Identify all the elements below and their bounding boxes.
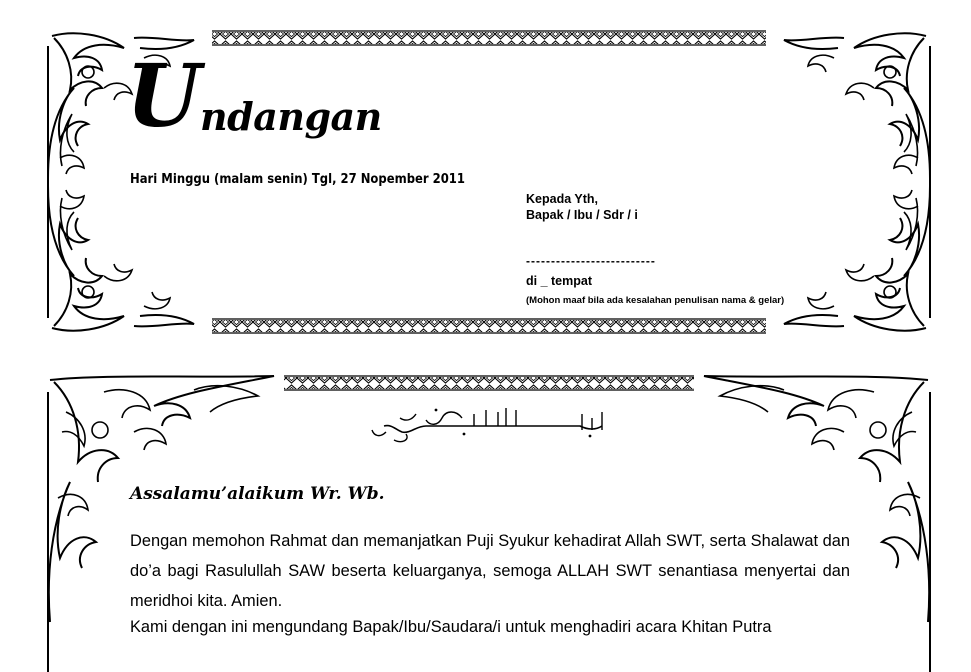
- recipient-salutation: Kepada Yth,: [526, 192, 599, 206]
- greeting: Assalamu’alaikum Wr. Wb.: [130, 484, 385, 504]
- recipient-place: di _ tempat: [526, 274, 592, 288]
- opening-paragraph: Dengan memohon Rahmat dan memanjatkan Puji Syukur kehadirat Allah SWT, serta Shalawat dan do’a bagi Rasulullah SAW beserta keluarganya, semoga ALLAH SWT senantiasa menyertai dan meridhoi kita. Amien.: [130, 532, 850, 610]
- invitation-card: [44, 28, 934, 336]
- invitation-sentence: Kami dengan ini mengundang Bapak/Ibu/Saudara/i untuk menghadiri acara Khitan Putra: [130, 618, 772, 636]
- recipient-name-blank: --------------------------: [526, 254, 656, 268]
- basmala-calligraphy-icon: [366, 404, 612, 444]
- event-date: Hari Minggu (malam senin) Tgl, 27 Nopember 2011: [130, 171, 465, 187]
- invitation-title: ndangan: [200, 94, 382, 139]
- apology-note: (Mohon maaf bila ada kesalahan penulisan nama & gelar): [526, 295, 785, 306]
- recipient-title: Bapak / Ibu / Sdr / i: [526, 208, 638, 222]
- letter-card: [44, 372, 934, 672]
- title-initial: U: [126, 46, 201, 147]
